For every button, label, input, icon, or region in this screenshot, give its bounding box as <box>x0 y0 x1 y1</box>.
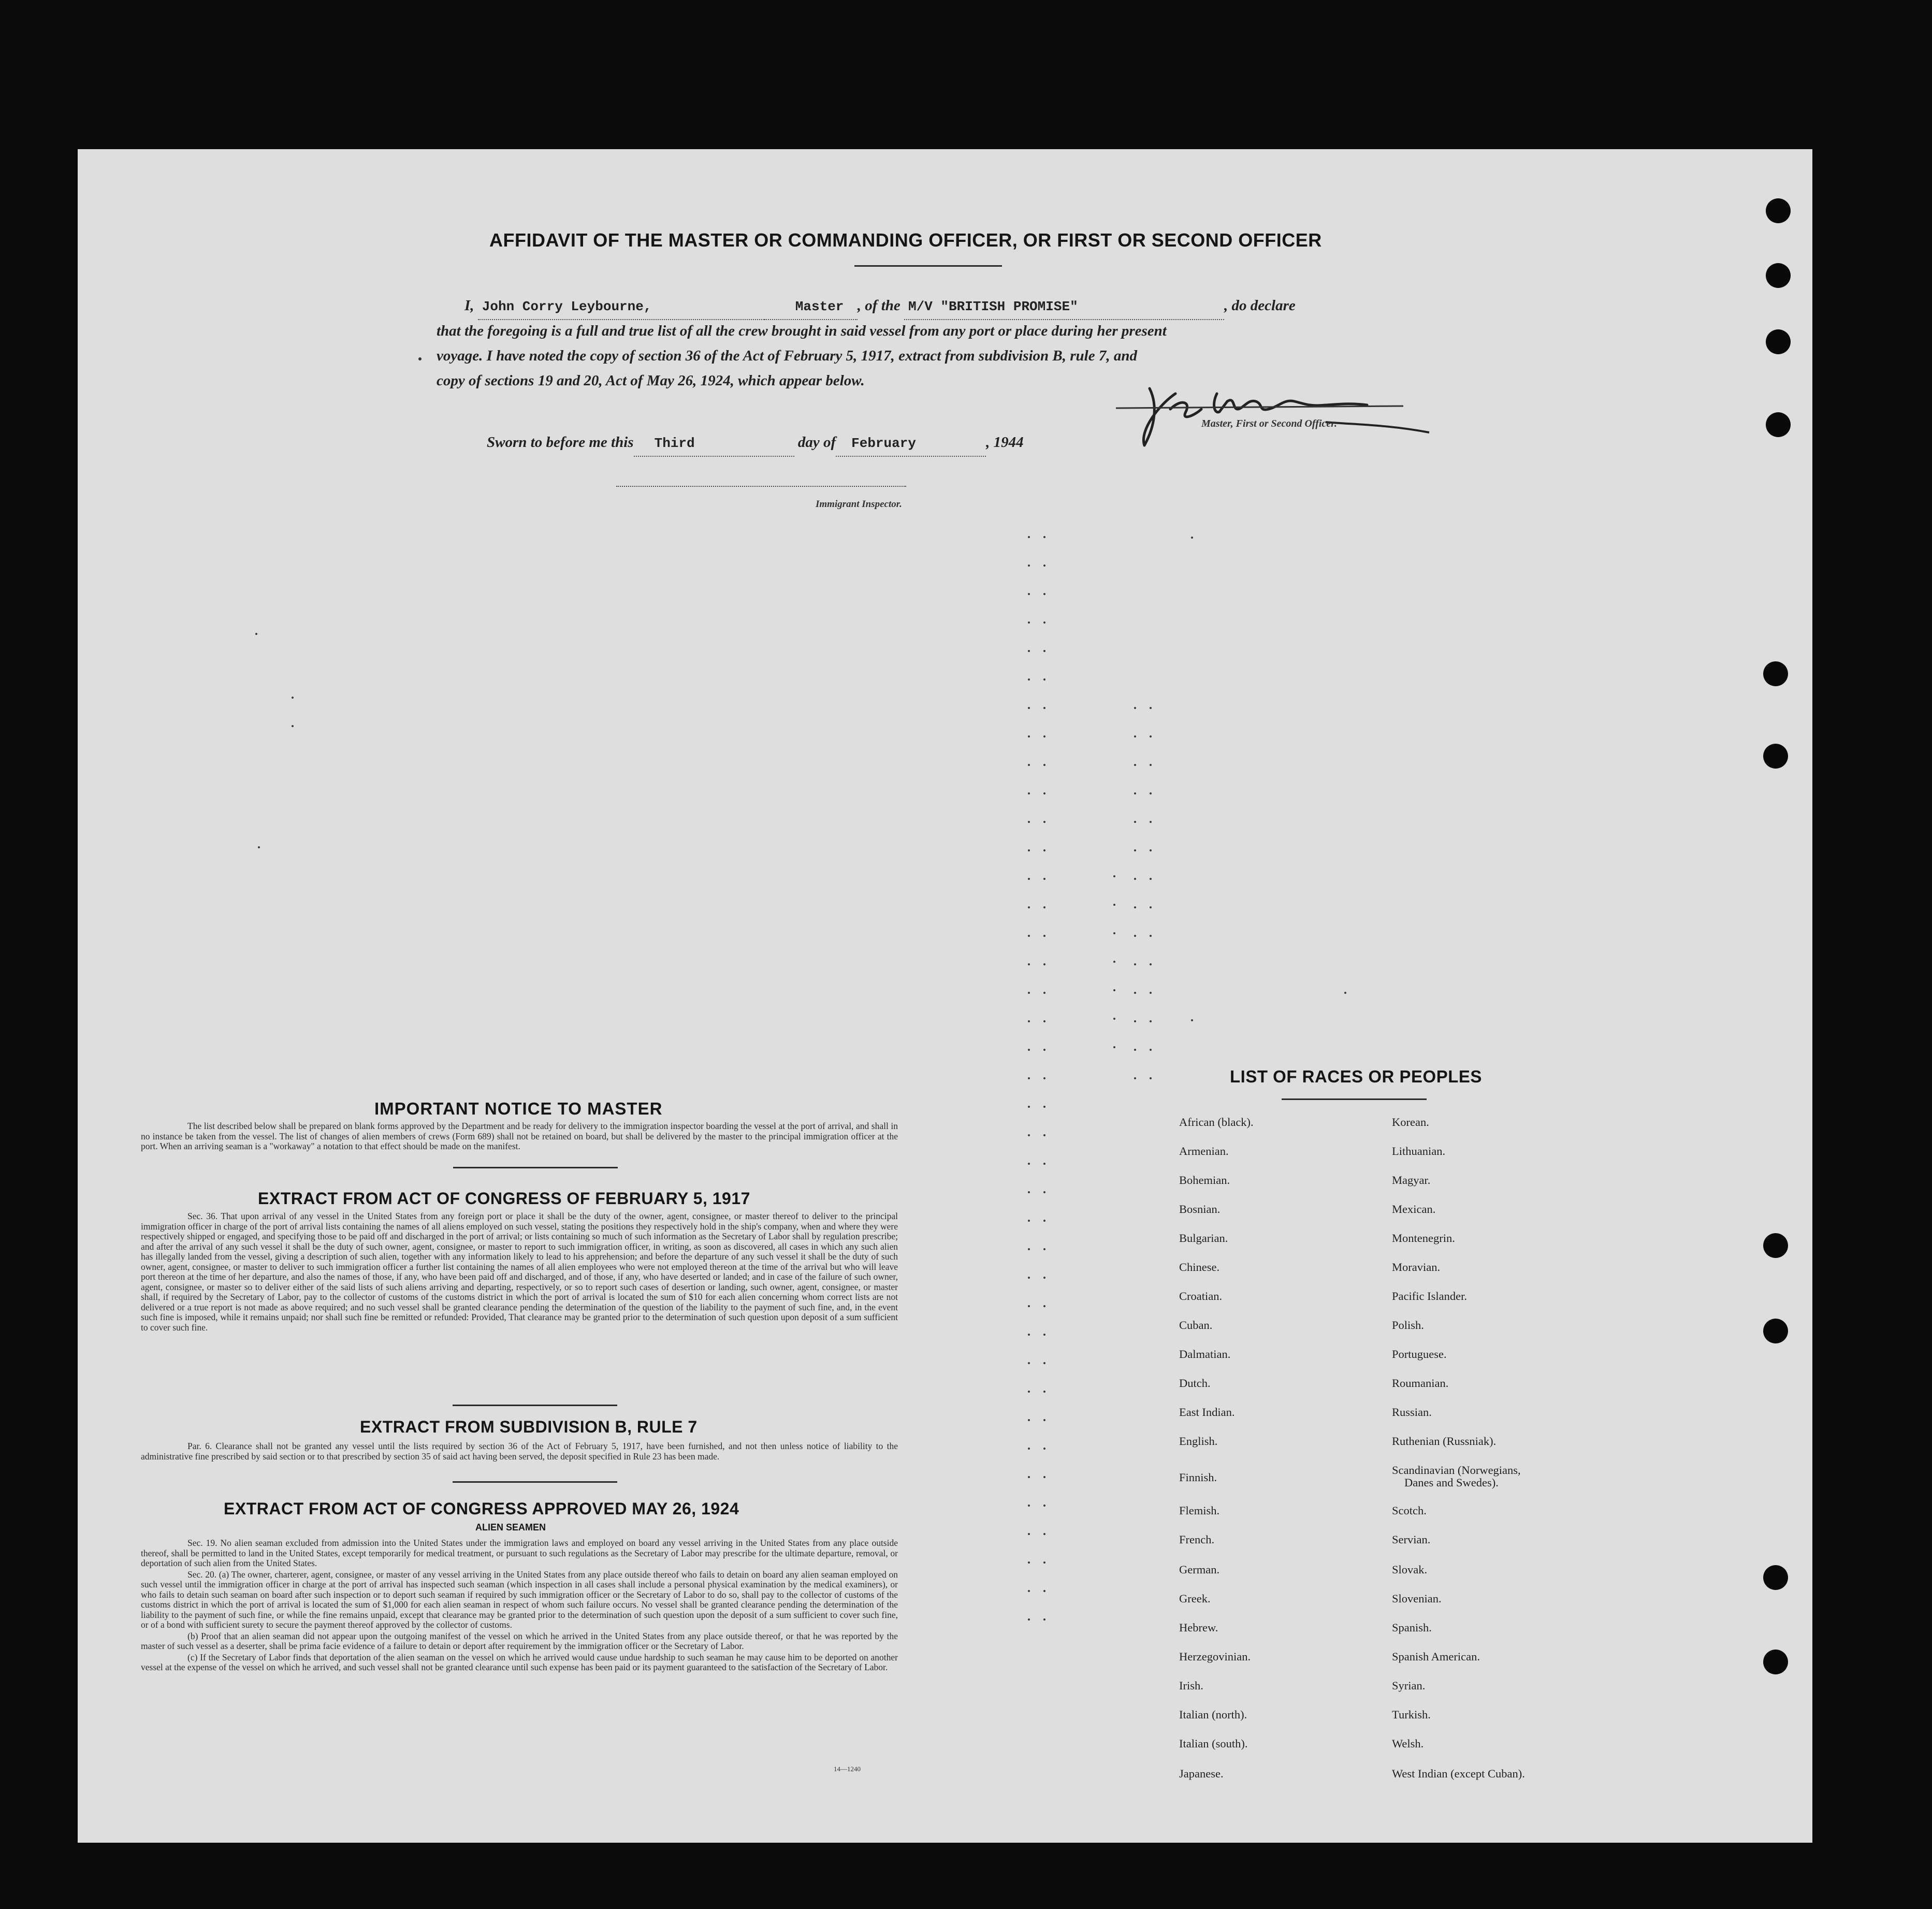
scan-dot <box>1113 904 1115 906</box>
race-item: Dalmatian. <box>1179 1348 1231 1361</box>
scan-dot <box>1028 1476 1030 1478</box>
scan-dot <box>1043 963 1045 965</box>
race-item: Finnish. <box>1179 1471 1217 1484</box>
race-item: Montenegrin. <box>1392 1232 1455 1245</box>
scan-dot <box>1043 764 1045 766</box>
scan-dot <box>1028 1163 1030 1165</box>
form-number: 14—1240 <box>834 1765 861 1773</box>
scan-dot <box>1113 932 1115 934</box>
scan-dot <box>292 725 294 727</box>
scan-dot <box>1028 707 1030 709</box>
scan-dot <box>1043 1248 1045 1250</box>
scan-dot <box>1043 821 1045 823</box>
master-signature <box>1108 373 1440 451</box>
scan-dot <box>1028 1220 1030 1222</box>
race-item: Bohemian. <box>1179 1174 1230 1187</box>
binder-hole <box>1763 1319 1788 1343</box>
scan-dot <box>1043 1334 1045 1336</box>
race-item: Spanish American. <box>1392 1650 1480 1663</box>
binder-hole <box>1763 1650 1788 1674</box>
scan-dot <box>292 697 294 699</box>
scan-dot <box>1028 1590 1030 1592</box>
scan-dot <box>1028 536 1030 538</box>
scan-dot <box>1113 1018 1115 1020</box>
scan-dot <box>1028 792 1030 794</box>
notice-paragraph: The list described below shall be prepared on blank forms approved by the Department and be ready for delivery to the immigration inspector boarding the vessel at the port of arrival, and shall in no instance be taken from the vessel. The list of changes of alien members of crews (Form 689) shall not be retained on board, but shall be delivered by the master to the principal immigration officer at the port. When an arriving seaman is a "workaway" a notation to that effect should be made on the manifest. <box>141 1121 898 1151</box>
scan-dot <box>1043 1305 1045 1307</box>
binder-hole <box>1763 661 1788 686</box>
scan-dot <box>1028 1077 1030 1079</box>
scan-dot <box>1043 1448 1045 1450</box>
binder-hole <box>1763 1233 1788 1258</box>
scan-dot <box>1028 963 1030 965</box>
race-item: Irish. <box>1179 1679 1203 1692</box>
scan-dot <box>1043 992 1045 994</box>
race-item: Dutch. <box>1179 1377 1211 1390</box>
scan-dot <box>1028 735 1030 737</box>
scan-dot <box>1150 707 1152 709</box>
race-item: East Indian. <box>1179 1406 1235 1419</box>
scan-dot <box>1150 821 1152 823</box>
scan-dot <box>1150 992 1152 994</box>
scan-dot <box>1043 849 1045 851</box>
race-item: Pacific Islander. <box>1392 1290 1467 1303</box>
scan-dot <box>1043 678 1045 681</box>
scan-dot <box>1113 961 1115 963</box>
sworn-month-field: February <box>836 431 986 457</box>
scan-dot <box>258 846 260 848</box>
scan-dot <box>1043 1391 1045 1393</box>
race-item: Greek. <box>1179 1592 1211 1605</box>
extract-1924-text <box>141 1538 898 1674</box>
scan-dot <box>1150 849 1152 851</box>
scan-dot <box>1134 707 1136 709</box>
scan-dot <box>1043 1134 1045 1136</box>
scan-dot <box>1113 1046 1115 1048</box>
margin-dot <box>418 357 422 360</box>
extract-rule7-title: EXTRACT FROM SUBDIVISION B, RULE 7 <box>360 1418 698 1436</box>
scan-dot <box>1191 1019 1193 1021</box>
scan-dot <box>1113 989 1115 991</box>
section-rule <box>453 1481 617 1483</box>
scan-dot <box>1043 536 1045 538</box>
rule7-paragraph: Par. 6. Clearance shall not be granted any vessel until the lists required by section 36 of the Act of February 5, 1917, have been furnished, and not then unless notice of liability to the administrative fine prescribed by said section or to that prescribed by section 35 of said act having been served, the deposit specified in Rule 23 has been made. <box>141 1441 898 1462</box>
affidavit-title: AFFIDAVIT OF THE MASTER OR COMMANDING OFFICER, OR FIRST OR SECOND OFFICER <box>489 229 1322 251</box>
scan-dot <box>1028 1505 1030 1507</box>
title-rule <box>854 265 1002 267</box>
declaration-line-2: that the foregoing is a full and true list of all the crew brought in said vessel from any port or place during her present <box>437 323 1167 339</box>
scan-dot <box>1028 565 1030 567</box>
race-item: Welsh. <box>1392 1737 1424 1750</box>
scan-dot <box>1150 963 1152 965</box>
scan-dot <box>1134 935 1136 937</box>
scan-dot <box>1028 1618 1030 1621</box>
scan-dot <box>1028 678 1030 681</box>
scan-dot <box>1134 849 1136 851</box>
scan-dot <box>1028 1533 1030 1535</box>
scan-dot <box>1028 621 1030 624</box>
scan-dot <box>1028 1448 1030 1450</box>
scan-dot <box>1043 1077 1045 1079</box>
scan-dot <box>1028 1134 1030 1136</box>
extract-1924-title: EXTRACT FROM ACT OF CONGRESS APPROVED MAY 26, 1924 <box>224 1499 739 1518</box>
alien-seamen-subtitle: ALIEN SEAMEN <box>475 1522 546 1532</box>
scan-dot <box>1134 992 1136 994</box>
signature-caption: Master, First or Second Officer. <box>1201 418 1337 429</box>
scan-dot <box>1028 878 1030 880</box>
scan-dot <box>1113 875 1115 877</box>
scan-dot <box>1043 565 1045 567</box>
race-item: Croatian. <box>1179 1290 1223 1303</box>
year-prefix: , 19 <box>986 434 1009 451</box>
binder-hole <box>1766 329 1791 354</box>
race-item: Hebrew. <box>1179 1621 1218 1634</box>
race-item: Polish. <box>1392 1319 1424 1332</box>
extract-1917-title: EXTRACT FROM ACT OF CONGRESS OF FEBRUARY 5, 1917 <box>258 1189 750 1208</box>
scan-dot <box>1043 1277 1045 1279</box>
year-suffix: 44 <box>1008 434 1024 451</box>
scan-dot <box>1043 792 1045 794</box>
scan-dot <box>1134 764 1136 766</box>
scan-dot <box>1028 764 1030 766</box>
race-item: Lithuanian. <box>1392 1145 1446 1158</box>
sec20c-paragraph: (c) If the Secretary of Labor finds that deportation of the alien seaman on the vessel on which he arrived would cause undue hardship to such seaman he may cause him to be deported on another vessel at the expense of the vessel on which he arrived, and such vessel shall not be granted clearance until such expense has been paid or its payment guaranteed to the satisfaction of the Secretary of Labor. <box>141 1652 898 1672</box>
scan-dot <box>1043 906 1045 908</box>
race-item: Korean. <box>1392 1116 1429 1129</box>
scan-dot <box>1150 792 1152 794</box>
binder-hole <box>1766 198 1791 223</box>
scan-dot <box>1043 1362 1045 1364</box>
race-item: Moravian. <box>1392 1261 1441 1274</box>
race-item: Syrian. <box>1392 1679 1426 1692</box>
sworn-line <box>487 430 1024 457</box>
vessel-name-field: M/V "BRITISH PROMISE" <box>904 294 1224 320</box>
scan-dot <box>1028 1191 1030 1193</box>
scan-dot <box>1150 935 1152 937</box>
scan-dot <box>1134 1020 1136 1022</box>
scan-dot <box>1028 992 1030 994</box>
notice-text <box>141 1121 898 1153</box>
scan-dot <box>1043 1106 1045 1108</box>
declaration-line-1 <box>464 293 1296 320</box>
scan-dot <box>1043 1533 1045 1535</box>
race-item: Scotch. <box>1392 1504 1427 1517</box>
race-item: Magyar. <box>1392 1174 1431 1187</box>
race-item: Mexican. <box>1392 1203 1436 1216</box>
race-item: Servian. <box>1392 1533 1431 1546</box>
scan-dot <box>1028 1391 1030 1393</box>
race-item: Japanese. <box>1179 1767 1224 1780</box>
scan-dot <box>1150 1049 1152 1051</box>
race-item: West Indian (except Cuban). <box>1392 1767 1525 1780</box>
race-item-continuation: Danes and Swedes). <box>1404 1476 1499 1489</box>
race-item: Italian (south). <box>1179 1737 1248 1750</box>
binder-hole <box>1766 412 1791 437</box>
scan-dot <box>1028 1106 1030 1108</box>
sec20b-paragraph: (b) Proof that an alien seaman did not appear upon the outgoing manifest of the vessel on which he arrived in the United States from any place outside thereof, or that he was reported by the master of such vessel as a deserter, shall be prima facie evidence of a failure to detain or deport after requirement by the immigration officer or the Secretary of Labor. <box>141 1630 898 1651</box>
scan-dot <box>1043 1049 1045 1051</box>
scan-dot <box>1134 963 1136 965</box>
sworn-label: Sworn to before me this <box>487 434 634 451</box>
scan-dot <box>1043 593 1045 595</box>
rank-field: Master <box>764 294 858 320</box>
scan-dot <box>1043 735 1045 737</box>
scan-dot <box>1134 792 1136 794</box>
scan-dot <box>1028 593 1030 595</box>
scan-dot <box>1028 1305 1030 1307</box>
scan-dot <box>1028 1020 1030 1022</box>
race-item: Herzegovinian. <box>1179 1650 1251 1663</box>
scan-dot <box>1028 935 1030 937</box>
races-title: LIST OF RACES OR PEOPLES <box>1230 1067 1482 1086</box>
scan-dot <box>1043 1618 1045 1621</box>
scan-dot <box>1028 906 1030 908</box>
scan-dot <box>1043 707 1045 709</box>
master-name-field: John Corry Leybourne, <box>478 294 764 320</box>
scan-dot <box>255 633 257 635</box>
scan-dot <box>1344 992 1346 994</box>
scan-dot <box>1043 1020 1045 1022</box>
scan-dot <box>1043 1590 1045 1592</box>
race-item: Slovak. <box>1392 1563 1428 1576</box>
race-item: French. <box>1179 1533 1215 1546</box>
scan-dot <box>1191 537 1193 539</box>
scan-dot <box>1134 821 1136 823</box>
race-item: Armenian. <box>1179 1145 1229 1158</box>
scan-dot <box>1043 1476 1045 1478</box>
scan-dot <box>1150 735 1152 737</box>
race-item: Roumanian. <box>1392 1377 1449 1390</box>
scan-dot <box>1150 1077 1152 1079</box>
race-item: Scandinavian (Norwegians, <box>1392 1464 1521 1477</box>
scan-dot <box>1028 1419 1030 1421</box>
race-item: German. <box>1179 1563 1220 1576</box>
race-item: Turkish. <box>1392 1708 1431 1721</box>
notice-title: IMPORTANT NOTICE TO MASTER <box>374 1099 663 1118</box>
sec36-paragraph: Sec. 36. That upon arrival of any vessel in the United States from any foreign port or place it shall be the duty of the owner, agent, consignee, or master thereof to deliver to the principal immigration officer in charge of the port of arrival lists containing the names of all aliens employed on such vessel, stating the positions they respectively hold in the ship's company, when and where they were respectively shipped or engaged, and specifying those to be paid off and discharged in the port of arrival; or lists containing so much of such information as the Secretary of Labor shall by regulation prescribe; and after the arrival of any such vessel it shall be the duty of such owner, agent, consignee, or master to report to such immigration officer, in writing, as soon as discovered, all cases in which any such alien has illegally landed from the vessel, giving a description of such alien, together with any information likely to lead to his apprehension; and before the departure of any such vessel it shall be the duty of such owner, agent, consignee, or master to deliver to such immigration officer a further list containing the names of all alien employees who were not employed thereon at the time of the arrival but who will leave port thereon at the time of her departure, and also the names of those, if any, who have been paid off and discharged, and of those, if any, who have deserted or landed; and in case of the failure of such owner, agent, consignee, or master so to deliver either of the said lists of such aliens arriving and departing, respectively, or so to report such cases of desertion or landing, such owner, agent, consignee, or master shall, if required by the Secretary of Labor, pay to the collector of customs of the customs district in which the port of arrival is located the sum of $10 for each alien concerning whom correct lists are not delivered or a true report is not made as above required; and no such vessel shall be granted clearance pending the determination of the question of the liability to the payment of such fine, and, in the event such fine is imposed, while it remains unpaid; nor shall such fine be remitted or refunded: Provided, That clearance may be granted prior to the determination of such question upon deposit of a sum sufficient to cover such fine. <box>141 1211 898 1333</box>
scan-dot <box>1043 1220 1045 1222</box>
race-item: Spanish. <box>1392 1621 1432 1634</box>
scan-dot <box>1028 650 1030 652</box>
scan-dot <box>1028 1334 1030 1336</box>
race-item: English. <box>1179 1435 1218 1448</box>
scan-dot <box>1028 849 1030 851</box>
scan-dot <box>1043 1561 1045 1564</box>
binder-hole <box>1763 1565 1788 1590</box>
race-item: Bosnian. <box>1179 1203 1221 1216</box>
scan-dot <box>1150 906 1152 908</box>
scan-dot <box>1150 764 1152 766</box>
declaration-line-3: voyage. I have noted the copy of section 36 of the Act of February 5, 1917, extract from subdivision B, rule 7, and <box>437 348 1137 364</box>
extract-rule7-text <box>141 1441 898 1463</box>
sec20a-paragraph: Sec. 20. (a) The owner, charterer, agent, consignee, or master of any vessel arriving in the United States from any place outside thereof who fails to detain on board any alien seaman employed on such vessel until the immigration officer in charge at the port of arrival has inspected such seaman (which inspection in all cases shall include a personal physical examination by the medical examiners), or who fails to detain such seaman on board after such inspection or to deport such seaman if required by such immigration officer or the Secretary of Labor to do so, shall pay to the collector of customs of the customs district in which the port of arrival is located the sum of $1,000 for each alien seaman in respect of whom such failure occurs. No vessel shall be granted clearance pending the determination of the liability to the payment of such fine, or while the fine remains unpaid, except that clearance may be granted prior to the determination of such question upon the deposit of a sum sufficient to cover such fine, or of a bond with sufficient surety to secure the payment thereof approved by the collector of customs. <box>141 1569 898 1630</box>
race-item: Italian (north). <box>1179 1708 1247 1721</box>
day-of-label: day of <box>797 434 836 451</box>
scan-dot <box>1028 1561 1030 1564</box>
scan-dot <box>1028 1049 1030 1051</box>
scan-dot <box>1028 1248 1030 1250</box>
scan-dot <box>1028 1277 1030 1279</box>
race-item: Chinese. <box>1179 1261 1220 1274</box>
scan-dot <box>1043 1191 1045 1193</box>
binder-hole <box>1763 744 1788 769</box>
section-rule <box>453 1405 617 1406</box>
scan-dot <box>1134 1077 1136 1079</box>
scan-dot <box>1134 878 1136 880</box>
race-item: Bulgarian. <box>1179 1232 1228 1245</box>
scan-dot <box>1028 1362 1030 1364</box>
inspector-caption: Immigrant Inspector. <box>816 499 902 510</box>
race-item: Ruthenian (Russniak). <box>1392 1435 1497 1448</box>
race-item: Portuguese. <box>1392 1348 1447 1361</box>
race-item: Cuban. <box>1179 1319 1213 1332</box>
of-the-label: , of the <box>857 297 900 314</box>
declaration-line-4: copy of sections 19 and 20, Act of May 26, 1924, which appear below. <box>437 372 865 389</box>
sworn-day-field: Third <box>634 431 794 457</box>
scan-dot <box>1043 650 1045 652</box>
extract-1917-text <box>141 1211 898 1334</box>
scan-dot <box>1134 1049 1136 1051</box>
sec19-paragraph: Sec. 19. No alien seaman excluded from admission into the United States under the immigration laws and employed on board any vessel arriving in the United States from any place outside thereof, shall be permitted to land in the United States, except temporarily for medical treatment, or pursuant to such regulations as the Secretary of Labor may prescribe for the ultimate departure, removal, or deportation of such alien from the United States. <box>141 1538 898 1568</box>
scan-dot <box>1150 878 1152 880</box>
scan-dot <box>1043 935 1045 937</box>
inspector-signature-line <box>616 486 906 487</box>
race-item: Flemish. <box>1179 1504 1220 1517</box>
scan-dot <box>1150 1020 1152 1022</box>
race-item: Slovenian. <box>1392 1592 1442 1605</box>
i-label: I, <box>464 297 474 314</box>
binder-hole <box>1766 263 1791 288</box>
races-title-rule <box>1282 1098 1427 1100</box>
do-declare-label: , do declare <box>1224 297 1296 314</box>
scan-dot <box>1134 735 1136 737</box>
section-rule <box>453 1167 618 1168</box>
scan-dot <box>1028 821 1030 823</box>
race-item: African (black). <box>1179 1116 1254 1129</box>
scan-dot <box>1043 878 1045 880</box>
race-item: Russian. <box>1392 1406 1432 1419</box>
scan-dot <box>1134 906 1136 908</box>
scan-dot <box>1043 1163 1045 1165</box>
scan-dot <box>1043 1505 1045 1507</box>
scan-dot <box>1043 1419 1045 1421</box>
scan-dot <box>1043 621 1045 624</box>
